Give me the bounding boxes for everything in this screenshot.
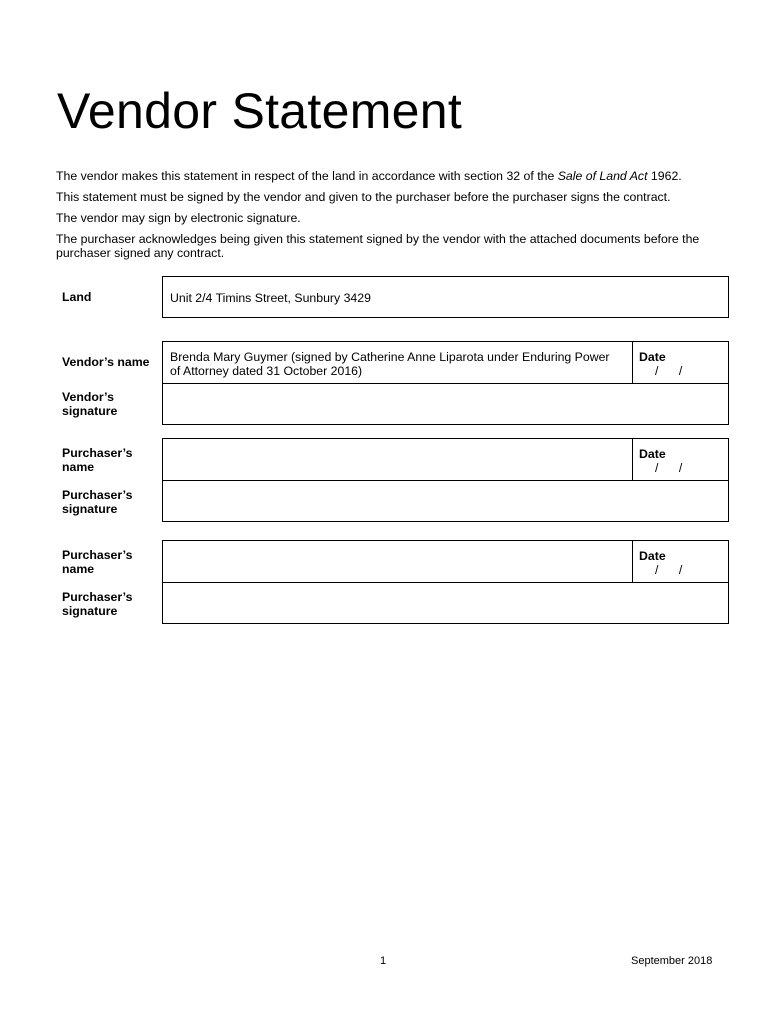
act-name: Sale of Land Act — [557, 169, 648, 183]
land-label: Land — [62, 290, 92, 304]
intro-text — [56, 169, 726, 267]
purchaser2-date-field[interactable] — [632, 541, 730, 582]
purchaser1-date-label: Date — [639, 447, 666, 461]
intro-text-start: The vendor makes this statement in respect of the land in accordance with section 32 of the — [56, 169, 558, 183]
purchaser1-date-value: / / — [655, 461, 683, 475]
intro-paragraph-4: The purchaser acknowledges being given this statement signed by the vendor with the attached documents before the purchaser signed any contract. — [56, 232, 700, 260]
intro-paragraph-3: The vendor may sign by electronic signature. — [56, 211, 301, 225]
footer-date: September 2018 — [631, 955, 713, 967]
intro-paragraph-1 — [56, 169, 726, 183]
purchaser1-name-field[interactable] — [162, 438, 729, 481]
intro-paragraph-2: This statement must be signed by the vendor and given to the purchaser before the purchaser signs the contract. — [56, 190, 671, 204]
land-field[interactable] — [162, 276, 729, 318]
vendor-name-value: Brenda Mary Guymer (signed by Catherine Anne Liparota under Enduring Power of Attorney dated 31 October 2016) — [170, 350, 610, 378]
purchaser1-date-field[interactable] — [632, 439, 730, 480]
purchaser1-name-label: Purchaser’s name — [62, 446, 133, 474]
purchaser2-name-field[interactable] — [162, 540, 729, 583]
page-title: Vendor Statement — [57, 83, 463, 139]
land-value: Unit 2/4 Timins Street, Sunbury 3429 — [170, 291, 371, 305]
purchaser1-signature-label: Purchaser’s signature — [62, 488, 133, 516]
purchaser2-name-label: Purchaser’s name — [62, 548, 133, 576]
purchaser2-date-value: / / — [655, 563, 683, 577]
vendor-date-field[interactable] — [632, 342, 730, 383]
vendor-signature-label: Vendor’s signature — [62, 390, 118, 418]
vendor-name-field[interactable] — [162, 341, 729, 384]
purchaser2-signature-label: Purchaser’s signature — [62, 590, 133, 618]
purchaser1-signature-field[interactable] — [162, 480, 729, 522]
vendor-signature-field[interactable] — [162, 383, 729, 425]
vendor-name-label: Vendor’s name — [62, 355, 150, 369]
vendor-date-label: Date — [639, 350, 666, 364]
purchaser2-date-label: Date — [639, 549, 666, 563]
page-number: 1 — [380, 955, 387, 967]
vendor-date-value: / / — [655, 364, 683, 378]
purchaser2-signature-field[interactable] — [162, 582, 729, 624]
intro-text-end: 1962. — [647, 169, 682, 183]
